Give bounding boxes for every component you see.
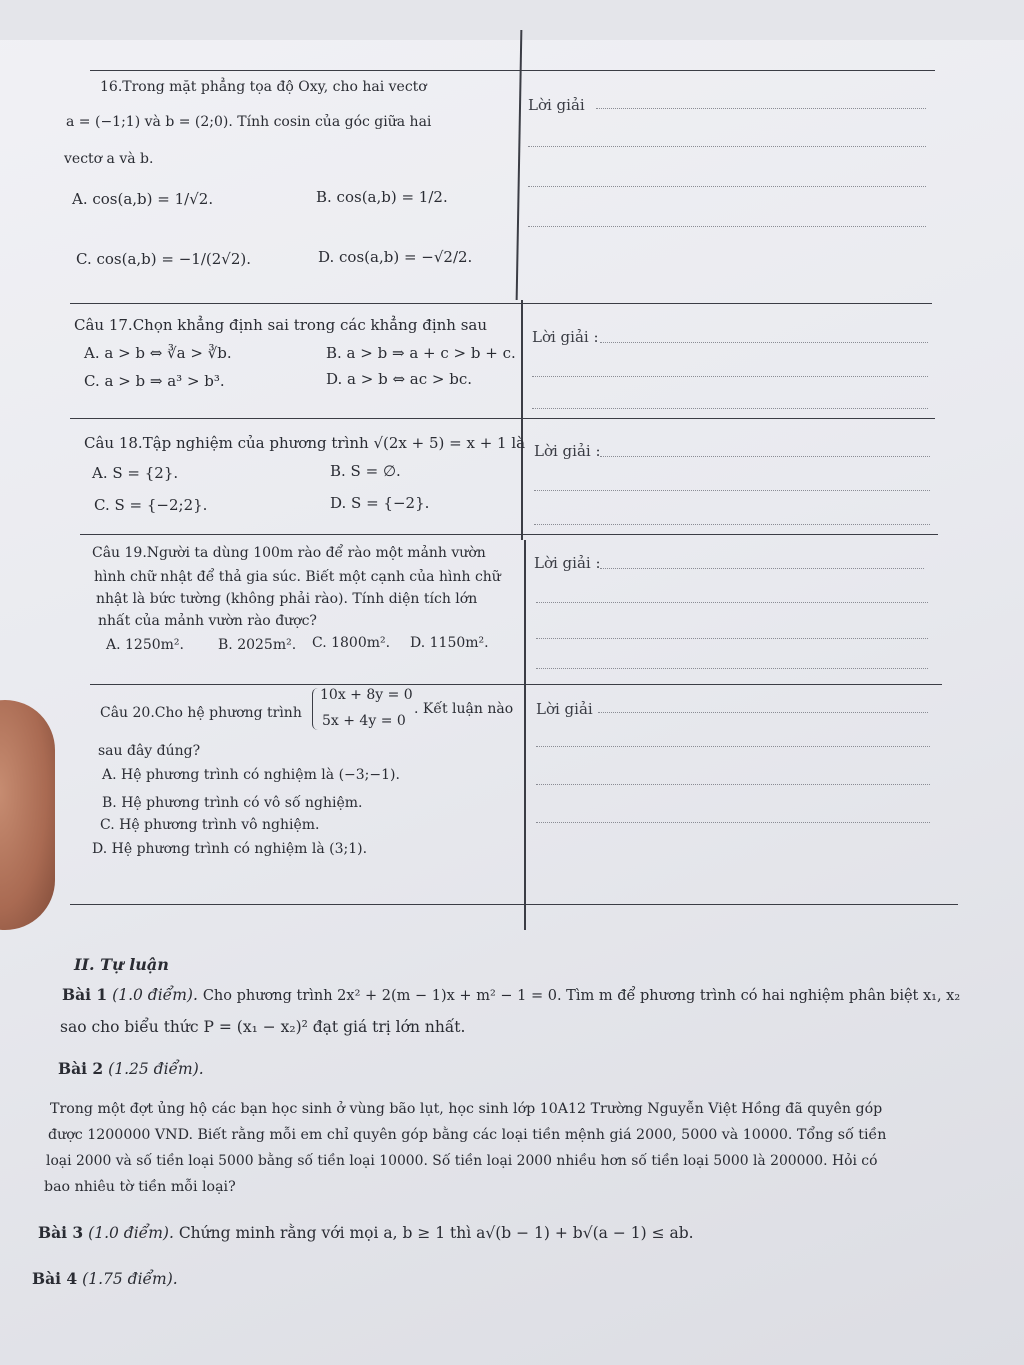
answer-line	[528, 226, 926, 227]
q19-stem: Câu 19.Người ta dùng 100m rào để rào một mảnh vườn	[92, 545, 486, 561]
answer-line	[532, 408, 928, 409]
table-row-border	[80, 534, 938, 535]
q20-equation-2: 5x + 4y = 0	[322, 713, 406, 729]
q18-option-b: B. S = ∅.	[330, 462, 401, 480]
bai1-label: Bài 1	[62, 985, 108, 1004]
bai1-points: (1.0 điểm).	[112, 986, 198, 1004]
q19-stem: nhất của mảnh vườn rào được?	[98, 613, 317, 629]
bai3	[38, 1220, 694, 1246]
q20-stem: Câu 20.Cho hệ phương trình	[100, 705, 302, 721]
q20-stem: sau đây đúng?	[98, 743, 201, 759]
q16-option-d: D. cos(a,b) = −√2/2.	[318, 248, 473, 266]
solution-label: Lời giải :	[534, 442, 601, 460]
answer-line	[598, 712, 928, 713]
q16-stem: 16.Trong mặt phẳng tọa độ Oxy, cho hai vectơ	[100, 79, 427, 95]
bai4-label: Bài 4	[32, 1269, 78, 1288]
q17-option-c: C. a > b ⇒ a³ > b³.	[84, 372, 225, 390]
bai4-points: (1.75 điểm).	[82, 1270, 178, 1288]
q19-option-b: B. 2025m².	[218, 637, 297, 653]
answer-line	[600, 456, 930, 457]
answer-line	[536, 638, 928, 639]
q19-option-a: A. 1250m².	[106, 637, 184, 653]
answer-line	[534, 490, 930, 491]
q19-stem: nhật là bức tường (không phải rào). Tính diện tích lớn	[96, 591, 478, 607]
q20-stem-tail: . Kết luận nào	[414, 701, 514, 717]
bai2-label: Bài 2	[58, 1059, 104, 1078]
table-vertical-divider	[524, 540, 526, 930]
background-sheet	[0, 0, 1024, 40]
q20-system-brace	[312, 688, 319, 730]
q17-option-d: D. a > b ⇔ ac > bc.	[326, 370, 473, 388]
bai3-label: Bài 3	[38, 1223, 84, 1242]
table-vertical-divider	[521, 300, 523, 540]
q19-stem: hình chữ nhật để thả gia súc. Biết một cạnh của hình chữ	[94, 569, 501, 585]
q16-stem: vectơ a và b.	[64, 151, 154, 167]
bai2-text: Trong một đợt ủng hộ các bạn học sinh ở vùng bão lụt, học sinh lớp 10A12 Trường Nguyễn Việt Hồng đã quyên góp	[50, 1101, 883, 1117]
table-row-border	[90, 684, 942, 685]
q16-option-c: C. cos(a,b) = −1/(2√2).	[76, 250, 252, 268]
bai1-text: Cho phương trình 2x² + 2(m − 1)x + m² − 1 = 0. Tìm m để phương trình có hai nghiệm phân biệt x₁, x₂	[202, 988, 961, 1004]
bai1	[62, 982, 982, 1009]
solution-label: Lời giải	[536, 700, 593, 718]
solution-label: Lời giải	[528, 96, 585, 114]
answer-line	[536, 668, 928, 669]
bai2-text: loại 2000 và số tiền loại 5000 bằng số tiền loại 10000. Số tiền loại 2000 nhiều hơn số tiền loại 5000 là 200000. Hỏi có	[46, 1153, 878, 1169]
q19-option-c: C. 1800m².	[312, 635, 391, 651]
q20-option-b: B. Hệ phương trình có vô số nghiệm.	[102, 795, 363, 811]
q16-stem: a = (−1;1) và b = (2;0). Tính cosin của góc giữa hai	[66, 114, 432, 130]
q17-stem: Câu 17.Chọn khẳng định sai trong các khẳng định sau	[74, 316, 488, 334]
q18-option-a: A. S = {2}.	[92, 464, 179, 482]
bai2-points: (1.25 điểm).	[108, 1060, 204, 1078]
bai3-text: Chứng minh rằng với mọi a, b ≥ 1 thì a√(b − 1) + b√(a − 1) ≤ ab.	[178, 1224, 694, 1242]
q17-option-b: B. a > b ⇒ a + c > b + c.	[326, 344, 516, 362]
answer-line	[600, 568, 924, 569]
bai3-points: (1.0 điểm).	[88, 1224, 174, 1242]
answer-line	[532, 376, 928, 377]
q16-option-b: B. cos(a,b) = 1/2.	[316, 188, 448, 206]
answer-line	[536, 784, 930, 785]
bai1-continued: sao cho biểu thức P = (x₁ − x₂)² đạt giá trị lớn nhất.	[60, 1018, 466, 1036]
q18-option-c: C. S = {−2;2}.	[94, 496, 208, 514]
bai2-heading	[58, 1056, 204, 1082]
q20-option-a: A. Hệ phương trình có nghiệm là (−3;−1).	[102, 767, 400, 783]
q17-option-a: A. a > b ⇔ ∛a > ∛b.	[84, 344, 232, 362]
bai2-text: bao nhiêu tờ tiền mỗi loại?	[44, 1179, 236, 1195]
answer-line	[596, 108, 926, 109]
answer-line	[536, 822, 930, 823]
q18-stem: Câu 18.Tập nghiệm của phương trình √(2x + 5) = x + 1 là	[84, 434, 526, 452]
table-row-border	[90, 70, 935, 71]
table-row-border	[70, 904, 958, 905]
q16-option-a: A. cos(a,b) = 1/√2.	[72, 190, 214, 208]
solution-label: Lời giải :	[532, 328, 599, 346]
section-heading: II. Tự luận	[74, 955, 169, 974]
answer-line	[536, 602, 928, 603]
answer-line	[600, 342, 928, 343]
table-row-border	[70, 418, 935, 419]
bai4	[32, 1266, 178, 1292]
q20-option-c: C. Hệ phương trình vô nghiệm.	[100, 817, 320, 833]
finger-holding-paper	[0, 700, 55, 930]
answer-line	[528, 186, 926, 187]
answer-line	[534, 524, 930, 525]
answer-line	[528, 146, 926, 147]
q20-option-d: D. Hệ phương trình có nghiệm là (3;1).	[92, 841, 368, 857]
q20-equation-1: 10x + 8y = 0	[320, 687, 413, 703]
bai2-text: được 1200000 VND. Biết rằng mỗi em chỉ quyên góp bằng các loại tiền mệnh giá 2000, 5000 và 10000. Tổng số tiền	[48, 1127, 887, 1143]
answer-line	[536, 746, 930, 747]
solution-label: Lời giải :	[534, 554, 601, 572]
table-row-border	[70, 303, 932, 304]
q19-option-d: D. 1150m².	[410, 635, 489, 651]
q18-option-d: D. S = {−2}.	[330, 494, 430, 512]
